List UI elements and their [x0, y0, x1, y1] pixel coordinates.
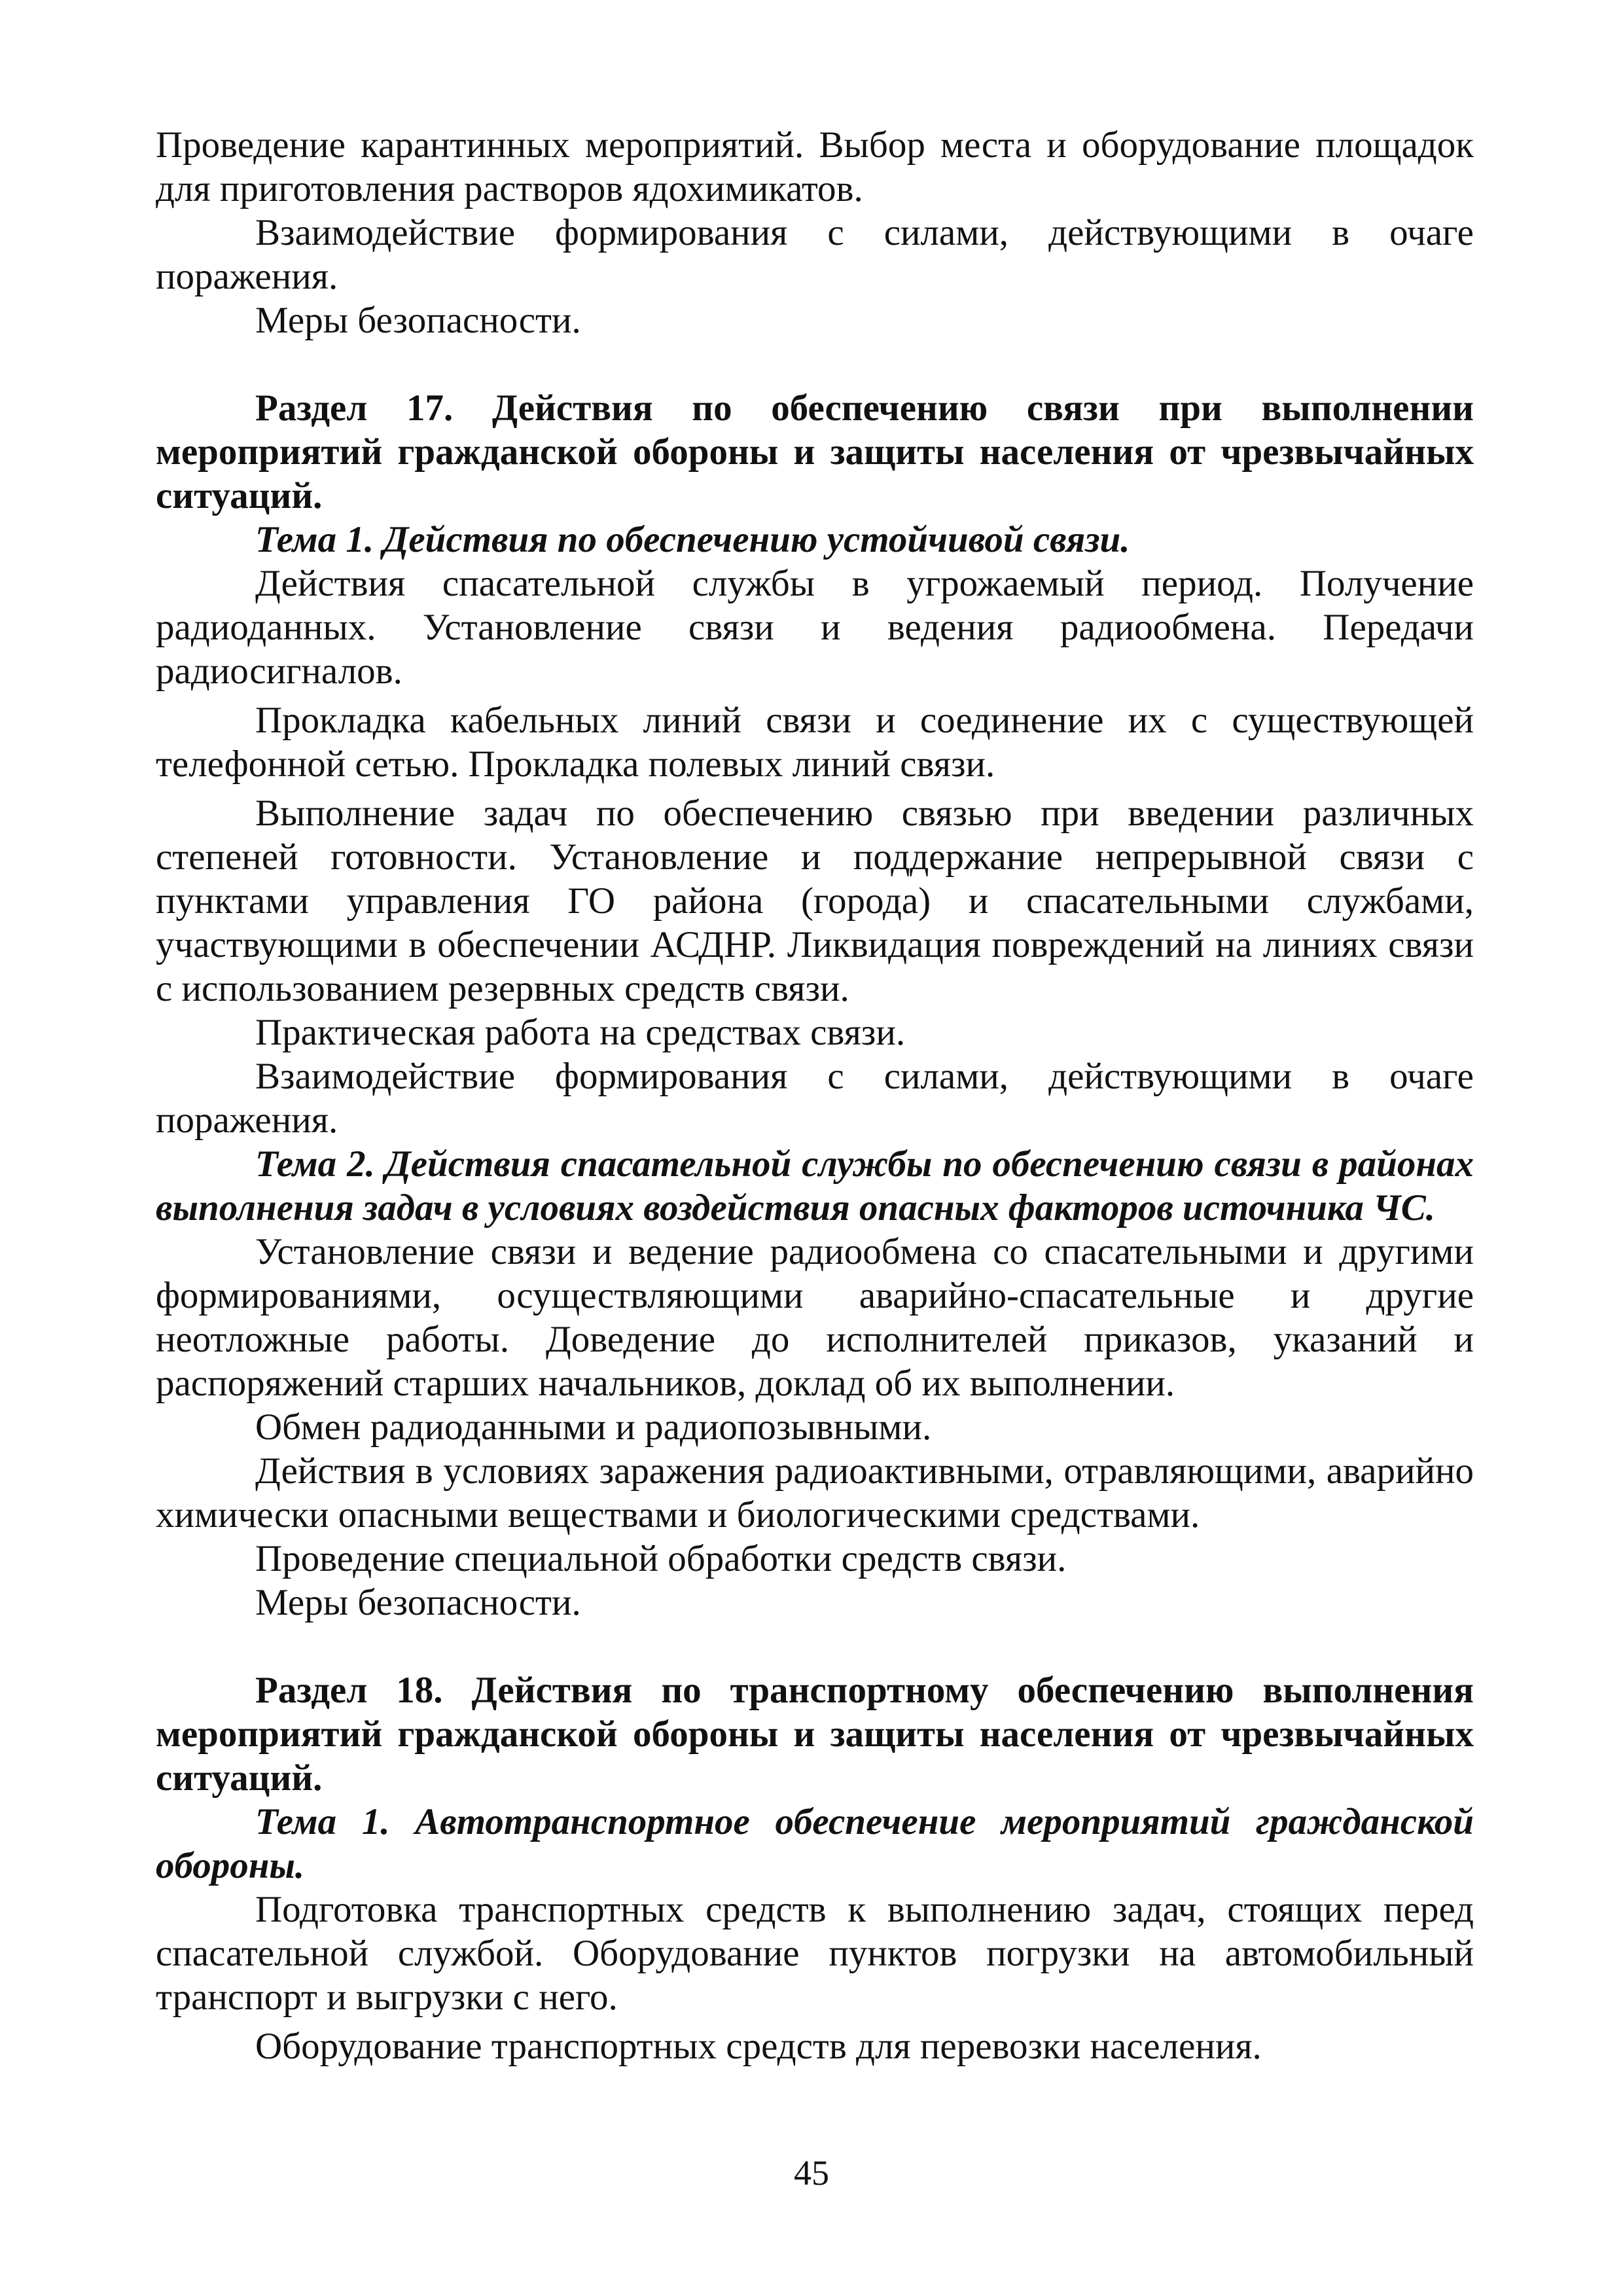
- paragraph-contamination: Действия в условиях заражения радиоактивными, отравляющими, аварийно химически опасными веществами и биологическими средствами.: [156, 1450, 1474, 1535]
- paragraph-interaction-1: Взаимодействие формирования с силами, действующими в очаге поражения.: [156, 212, 1474, 297]
- section-17-topic-1-title: Тема 1. Действия по обеспечению устойчивой связи.: [255, 519, 1130, 560]
- page-number: 45: [794, 2153, 829, 2193]
- paragraph-readiness: Выполнение задач по обеспечению связью при введении различных степеней готовности. Установление и поддержание непрерывной связи с пунктами управления ГО района (города) и спасательными службами, участвующими в обеспечении АСДНР. Ликвидация повреждений на линиях связи с использованием резервных средств связи.: [156, 793, 1474, 1009]
- paragraph-rescue-actions: Действия спасательной службы в угрожаемый период. Получение радиоданных. Установление связи и ведения радиообмена. Передачи радиосигналов.: [156, 563, 1474, 692]
- section-18-title: Раздел 18. Действия по транспортному обеспечению выполнения мероприятий гражданской обороны и защиты населения от чрезвычайных ситуаций.: [156, 1670, 1474, 1799]
- paragraph-practical-work: Практическая работа на средствах связи.: [255, 1012, 906, 1053]
- section-17-title: Раздел 17. Действия по обеспечению связи при выполнении мероприятий гражданской обороны и защиты населения от чрезвычайных ситуаций.: [156, 387, 1474, 516]
- paragraph-cable-lines: Прокладка кабельных линий связи и соединение их с существующей телефонной сетью. Прокладка полевых линий связи.: [156, 700, 1474, 785]
- document-body: [156, 123, 1474, 2068]
- section-18-topic-1-title: Тема 1. Автотранспортное обеспечение мероприятий гражданской обороны.: [156, 1801, 1474, 1886]
- paragraph-quarantine: Проведение карантинных мероприятий. Выбор места и оборудование площадок для приготовления растворов ядохимикатов.: [156, 124, 1474, 209]
- paragraph-vehicle-preparation: Подготовка транспортных средств к выполнению задач, стоящих перед спасательной службой. Оборудование пунктов погрузки на автомобильный транспорт и выгрузки с него.: [156, 1889, 1474, 2018]
- paragraph-special-treatment: Проведение специальной обработки средств связи.: [255, 1538, 1067, 1579]
- paragraph-radio-data: Обмен радиоданными и радиопозывными.: [255, 1407, 932, 1448]
- section-17-topic-2-title: Тема 2. Действия спасательной службы по обеспечению связи в районах выполнения задач в условиях воздействия опасных факторов источника ЧС.: [156, 1143, 1474, 1229]
- paragraph-radio-exchange: Установление связи и ведение радиообмена со спасательными и другими формированиями, осуществляющими аварийно-спасательные и другие неотложные работы. Доведение до исполнителей приказов, указаний и распоряжений старших начальников, доклад об их выполнении.: [156, 1231, 1474, 1404]
- paragraph-safety-1: Меры безопасности.: [255, 300, 581, 341]
- paragraph-safety-2: Меры безопасности.: [255, 1582, 581, 1623]
- paragraph-vehicle-equipment: Оборудование транспортных средств для перевозки населения.: [255, 2026, 1262, 2067]
- paragraph-interaction-2: Взаимодействие формирования с силами, действующими в очаге поражения.: [156, 1056, 1474, 1141]
